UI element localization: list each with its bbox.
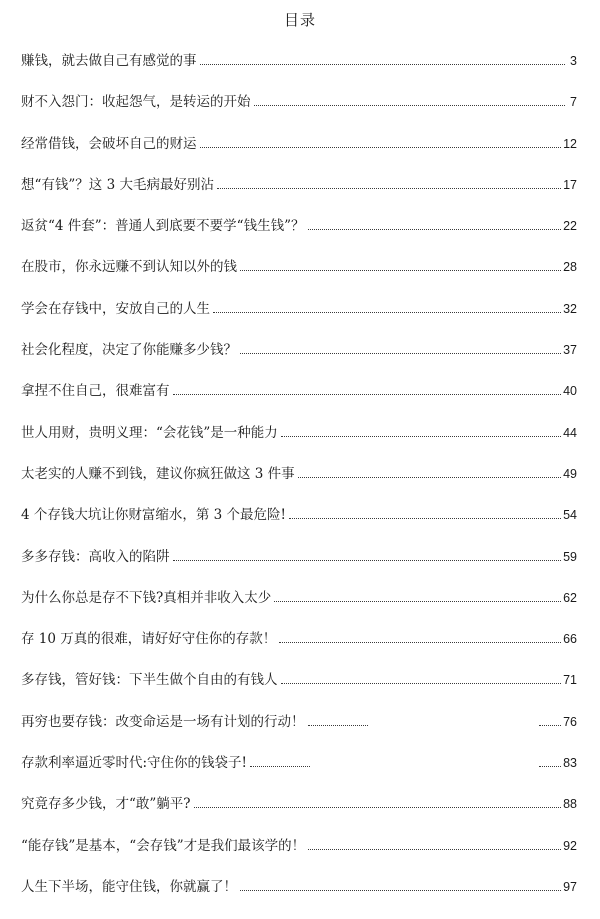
dot-leader <box>279 641 561 643</box>
toc-entry-page-number: 37 <box>563 343 577 358</box>
toc-list <box>21 51 577 918</box>
toc-entry-page-number: 28 <box>563 260 577 275</box>
toc-entry[interactable] <box>21 340 577 381</box>
toc-entry-page-number: 32 <box>563 301 577 316</box>
toc-entry-title: 太老实的人赚不到钱，建议你疯狂做这 3 件事 <box>21 465 295 482</box>
dot-leader <box>254 104 566 106</box>
toc-entry-page-number: 59 <box>563 549 577 564</box>
dot-leader <box>308 848 561 850</box>
dot-leader <box>250 765 310 767</box>
dot-leader <box>173 393 562 395</box>
toc-entry-title: 4 个存钱大坑让你财富缩水，第 3 个最危险! <box>21 507 286 524</box>
toc-entry-page-number: 3 <box>570 54 577 68</box>
dot-leader <box>240 889 561 891</box>
toc-entry-page-number: 92 <box>563 838 577 853</box>
toc-entry-page-number: 97 <box>563 879 577 894</box>
toc-entry[interactable] <box>21 629 577 670</box>
toc-entry-title: 拿捏不住自己，很难富有 <box>21 383 170 400</box>
toc-entry-page-number: 44 <box>563 425 577 440</box>
toc-entry[interactable] <box>21 464 577 505</box>
toc-entry[interactable] <box>21 547 577 588</box>
toc-entry-title: 返贫“4 件套”：普通人到底要不要学“钱生钱”？ <box>21 218 305 235</box>
toc-entry-title: 想“有钱”？这 3 大毛病最好别沾 <box>21 176 214 193</box>
toc-entry-page-number: 22 <box>563 219 577 234</box>
dot-leader <box>200 63 566 65</box>
toc-entry-title: 人生下半场，能守住钱，你就赢了！ <box>21 878 237 895</box>
toc-entry-page-number: 83 <box>563 756 577 771</box>
dot-leader <box>194 806 562 808</box>
dot-leader <box>240 352 561 354</box>
dot-leader <box>213 311 561 313</box>
dot-leader <box>289 517 561 519</box>
dot-leader <box>217 187 561 189</box>
toc-entry-title: 为什么你总是存不下钱?真相并非收入太少 <box>21 589 272 606</box>
toc-entry[interactable] <box>21 216 577 257</box>
toc-entry-page-number: 40 <box>563 384 577 399</box>
dot-leader <box>240 269 561 271</box>
toc-entry[interactable] <box>21 505 577 546</box>
toc-entry-page-number: 54 <box>563 508 577 523</box>
toc-entry-title: 经常借钱，会破坏自己的财运 <box>21 135 197 152</box>
toc-entry-title: 存 10 万真的很难，请好好守住你的存款！ <box>21 631 277 648</box>
toc-entry[interactable] <box>21 836 577 877</box>
dot-leader <box>308 228 562 230</box>
toc-entry-title: 在股市，你永远赚不到认知以外的钱 <box>21 259 237 276</box>
toc-entry[interactable] <box>21 712 577 753</box>
dot-leader <box>539 724 561 726</box>
toc-entry-page-number: 7 <box>570 95 577 110</box>
toc-entry-title: 世人用财，贵明义理：“会花钱”是一种能力 <box>21 424 278 441</box>
toc-entry-title: 学会在存钱中，安放自己的人生 <box>21 300 210 317</box>
toc-entry[interactable] <box>21 670 577 711</box>
toc-entry[interactable] <box>21 134 577 175</box>
toc-entry-title: 多存钱，管好钱：下半生做个自由的有钱人 <box>21 672 278 689</box>
toc-entry[interactable] <box>21 175 577 216</box>
toc-title: 目录 <box>283 11 316 29</box>
dot-leader <box>308 724 368 726</box>
toc-entry-title: 再穷也要存钱：改变命运是一场有计划的行动！ <box>21 713 305 730</box>
dot-leader <box>539 765 561 767</box>
toc-entry-page-number: 76 <box>563 714 577 729</box>
toc-entry-title: 社会化程度，决定了你能赚多少钱？ <box>21 342 237 359</box>
toc-entry[interactable] <box>21 51 577 92</box>
toc-entry-page-number: 12 <box>563 136 577 151</box>
dot-leader <box>173 559 562 561</box>
toc-entry[interactable] <box>21 257 577 298</box>
toc-entry[interactable] <box>21 423 577 464</box>
toc-entry-page-number: 17 <box>563 177 577 192</box>
toc-entry-title: 多多存钱：高收入的陷阱 <box>21 548 170 565</box>
toc-entry-title: 赚钱，就去做自己有感觉的事 <box>21 53 197 69</box>
toc-entry[interactable] <box>21 92 577 133</box>
toc-entry-title: 存款利率逼近零时代:守住你的钱袋子! <box>21 755 247 772</box>
toc-entry-page-number: 66 <box>563 632 577 647</box>
toc-entry[interactable] <box>21 794 577 835</box>
dot-leader <box>281 435 561 437</box>
dot-leader <box>281 682 562 684</box>
toc-entry-page-number: 49 <box>563 466 577 481</box>
toc-entry[interactable] <box>21 753 577 794</box>
toc-entry[interactable] <box>21 299 577 340</box>
toc-entry-title: “能存钱”是基本，“会存钱”才是我们最该学的！ <box>21 837 306 854</box>
toc-entry-title: 究竟存多少钱，才“敢”躺平? <box>21 796 191 813</box>
toc-entry[interactable] <box>21 588 577 629</box>
toc-entry[interactable] <box>21 877 577 918</box>
toc-entry-page-number: 88 <box>563 797 577 812</box>
dot-leader <box>200 146 562 148</box>
toc-entry-page-number: 62 <box>563 590 577 605</box>
toc-entry-title: 财不入怨门：收起怨气，是转运的开始 <box>21 94 251 111</box>
dot-leader <box>298 476 561 478</box>
toc-entry[interactable] <box>21 381 577 422</box>
dot-leader <box>274 600 561 602</box>
toc-entry-page-number: 71 <box>563 673 577 688</box>
